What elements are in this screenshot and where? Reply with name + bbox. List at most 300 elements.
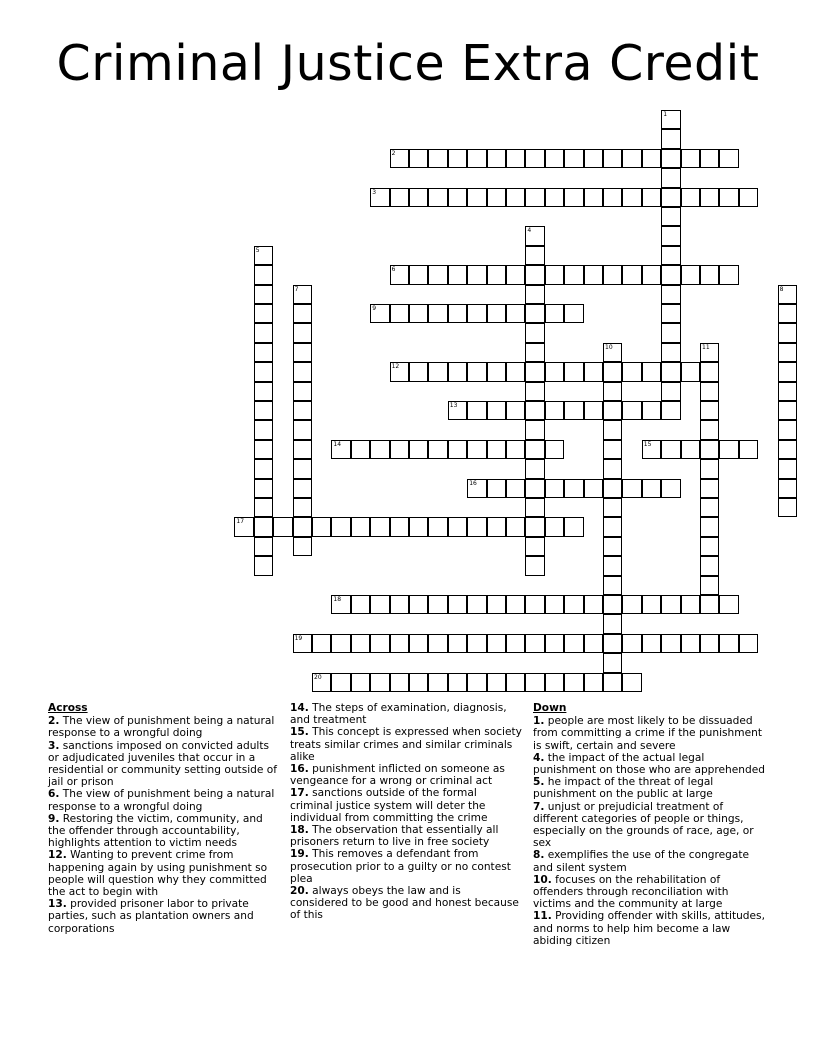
grid-cell[interactable] [448, 188, 467, 207]
grid-cell[interactable] [642, 362, 661, 381]
grid-cell[interactable] [661, 440, 680, 459]
grid-cell[interactable] [254, 246, 273, 265]
grid-cell[interactable] [719, 265, 738, 284]
grid-cell[interactable] [293, 401, 312, 420]
grid-cell[interactable] [584, 673, 603, 692]
grid-cell[interactable] [622, 673, 641, 692]
grid-cell[interactable] [661, 129, 680, 148]
grid-cell[interactable] [254, 382, 273, 401]
grid-cell[interactable] [719, 188, 738, 207]
grid-cell[interactable] [661, 226, 680, 245]
grid-cell[interactable] [293, 537, 312, 556]
grid-cell[interactable] [545, 517, 564, 536]
grid-cell[interactable] [584, 401, 603, 420]
grid-cell[interactable] [622, 362, 641, 381]
grid-cell[interactable] [778, 440, 797, 459]
grid-cell[interactable] [525, 537, 544, 556]
grid-cell[interactable] [254, 265, 273, 284]
grid-cell[interactable] [525, 246, 544, 265]
grid-cell[interactable] [409, 304, 428, 323]
grid-cell[interactable] [525, 556, 544, 575]
grid-cell[interactable] [467, 188, 486, 207]
grid-cell[interactable] [467, 304, 486, 323]
grid-cell[interactable] [409, 595, 428, 614]
grid-cell[interactable] [778, 479, 797, 498]
grid-cell[interactable] [622, 634, 641, 653]
grid-cell[interactable] [545, 440, 564, 459]
grid-cell[interactable] [525, 420, 544, 439]
grid-cell[interactable] [234, 517, 253, 536]
grid-cell[interactable] [778, 285, 797, 304]
grid-cell[interactable] [661, 207, 680, 226]
grid-cell[interactable] [584, 595, 603, 614]
grid-cell[interactable] [603, 401, 622, 420]
grid-cell[interactable] [603, 673, 622, 692]
grid-cell[interactable] [525, 673, 544, 692]
grid-cell[interactable] [622, 479, 641, 498]
grid-cell[interactable] [409, 362, 428, 381]
grid-cell[interactable] [351, 673, 370, 692]
grid-cell[interactable] [312, 517, 331, 536]
grid-cell[interactable] [525, 440, 544, 459]
grid-cell[interactable] [700, 517, 719, 536]
clue-number-label: 12. [48, 849, 67, 862]
grid-cell[interactable] [351, 634, 370, 653]
grid-cell[interactable] [448, 634, 467, 653]
grid-cell[interactable] [409, 440, 428, 459]
clue-number-label: 13. [48, 898, 67, 911]
grid-cell[interactable] [506, 265, 525, 284]
grid-cell[interactable] [584, 634, 603, 653]
grid-cell[interactable] [487, 188, 506, 207]
grid-cell[interactable] [370, 673, 389, 692]
grid-cell[interactable] [331, 673, 350, 692]
grid-cell[interactable] [642, 401, 661, 420]
grid-cell[interactable] [700, 459, 719, 478]
grid-cell[interactable] [564, 634, 583, 653]
grid-cell[interactable] [545, 479, 564, 498]
grid-cell[interactable] [564, 517, 583, 536]
grid-cell[interactable] [661, 479, 680, 498]
grid-cell[interactable] [700, 479, 719, 498]
grid-cell[interactable] [428, 673, 447, 692]
grid-cell[interactable] [370, 440, 389, 459]
grid-cell[interactable] [661, 246, 680, 265]
grid-cell[interactable] [487, 265, 506, 284]
grid-cell[interactable] [467, 479, 486, 498]
grid-cell[interactable] [293, 323, 312, 342]
grid-cell[interactable] [254, 420, 273, 439]
grid-cell[interactable] [778, 323, 797, 342]
grid-cell[interactable] [506, 188, 525, 207]
grid-cell[interactable] [467, 362, 486, 381]
grid-cell[interactable] [293, 634, 312, 653]
grid-cell[interactable] [603, 537, 622, 556]
grid-cell[interactable] [700, 498, 719, 517]
grid-cell[interactable] [700, 362, 719, 381]
grid-cell[interactable] [739, 634, 758, 653]
grid-cell[interactable] [564, 188, 583, 207]
grid-cell[interactable] [351, 595, 370, 614]
grid-cell[interactable] [564, 479, 583, 498]
down-clues-column [533, 702, 769, 947]
grid-cell[interactable] [661, 110, 680, 129]
grid-cell[interactable] [603, 576, 622, 595]
grid-cell[interactable] [487, 634, 506, 653]
grid-cell[interactable] [681, 149, 700, 168]
grid-cell[interactable] [448, 401, 467, 420]
grid-cell[interactable] [506, 304, 525, 323]
grid-cell[interactable] [700, 440, 719, 459]
grid-cell[interactable] [778, 362, 797, 381]
grid-cell[interactable] [467, 401, 486, 420]
grid-cell[interactable] [719, 149, 738, 168]
grid-cell[interactable] [390, 440, 409, 459]
grid-cell[interactable] [603, 459, 622, 478]
grid-cell[interactable] [390, 673, 409, 692]
grid-cell[interactable] [428, 304, 447, 323]
grid-cell[interactable] [293, 362, 312, 381]
grid-cell[interactable] [642, 479, 661, 498]
grid-cell[interactable] [525, 517, 544, 536]
clue-number: 9 [372, 305, 377, 312]
clue-item [533, 910, 769, 947]
grid-cell[interactable] [487, 362, 506, 381]
grid-cell[interactable] [642, 188, 661, 207]
grid-cell[interactable] [564, 595, 583, 614]
grid-cell[interactable] [545, 673, 564, 692]
grid-cell[interactable] [390, 149, 409, 168]
grid-cell[interactable] [254, 343, 273, 362]
grid-cell[interactable] [293, 420, 312, 439]
grid-cell[interactable] [545, 362, 564, 381]
grid-cell[interactable] [506, 673, 525, 692]
grid-cell[interactable] [254, 479, 273, 498]
grid-cell[interactable] [661, 304, 680, 323]
grid-cell[interactable] [390, 265, 409, 284]
grid-cell[interactable] [293, 498, 312, 517]
grid-cell[interactable] [545, 149, 564, 168]
grid-cell[interactable] [254, 304, 273, 323]
grid-cell[interactable] [525, 226, 544, 245]
grid-cell[interactable] [390, 634, 409, 653]
grid-cell[interactable] [545, 401, 564, 420]
grid-cell[interactable] [254, 440, 273, 459]
grid-cell[interactable] [409, 265, 428, 284]
grid-cell[interactable] [506, 149, 525, 168]
grid-cell[interactable] [661, 323, 680, 342]
grid-cell[interactable] [506, 362, 525, 381]
grid-cell[interactable] [409, 673, 428, 692]
grid-cell[interactable] [681, 634, 700, 653]
grid-cell[interactable] [700, 343, 719, 362]
grid-cell[interactable] [681, 595, 700, 614]
grid-cell[interactable] [584, 479, 603, 498]
grid-cell[interactable] [293, 479, 312, 498]
grid-cell[interactable] [525, 634, 544, 653]
grid-cell[interactable] [467, 265, 486, 284]
grid-cell[interactable] [681, 362, 700, 381]
grid-cell[interactable] [467, 634, 486, 653]
grid-cell[interactable] [428, 634, 447, 653]
grid-cell[interactable] [293, 304, 312, 323]
grid-cell[interactable] [564, 304, 583, 323]
grid-cell[interactable] [506, 479, 525, 498]
grid-cell[interactable] [661, 343, 680, 362]
grid-cell[interactable] [254, 285, 273, 304]
grid-cell[interactable] [661, 285, 680, 304]
grid-cell[interactable] [370, 634, 389, 653]
grid-cell[interactable] [428, 149, 447, 168]
grid-cell[interactable] [564, 673, 583, 692]
grid-cell[interactable] [700, 634, 719, 653]
grid-cell[interactable] [254, 459, 273, 478]
grid-cell[interactable] [293, 517, 312, 536]
grid-cell[interactable] [603, 614, 622, 633]
grid-cell[interactable] [312, 673, 331, 692]
grid-cell[interactable] [700, 420, 719, 439]
grid-cell[interactable] [254, 362, 273, 381]
grid-cell[interactable] [700, 537, 719, 556]
grid-cell[interactable] [564, 362, 583, 381]
grid-cell[interactable] [467, 595, 486, 614]
grid-cell[interactable] [467, 149, 486, 168]
grid-cell[interactable] [778, 343, 797, 362]
grid-cell[interactable] [448, 149, 467, 168]
grid-cell[interactable] [487, 673, 506, 692]
grid-cell[interactable] [525, 401, 544, 420]
grid-cell[interactable] [584, 188, 603, 207]
grid-cell[interactable] [661, 595, 680, 614]
grid-cell[interactable] [370, 188, 389, 207]
grid-cell[interactable] [603, 634, 622, 653]
grid-cell[interactable] [564, 149, 583, 168]
grid-cell[interactable] [719, 595, 738, 614]
grid-cell[interactable] [525, 323, 544, 342]
grid-cell[interactable] [603, 265, 622, 284]
grid-cell[interactable] [778, 401, 797, 420]
grid-cell[interactable] [506, 440, 525, 459]
grid-cell[interactable] [584, 362, 603, 381]
grid-cell[interactable] [254, 537, 273, 556]
grid-cell[interactable] [487, 440, 506, 459]
grid-cell[interactable] [487, 304, 506, 323]
grid-cell[interactable] [603, 517, 622, 536]
grid-cell[interactable] [506, 634, 525, 653]
grid-cell[interactable] [700, 576, 719, 595]
grid-cell[interactable] [681, 440, 700, 459]
grid-cell[interactable] [331, 440, 350, 459]
grid-cell[interactable] [409, 517, 428, 536]
grid-cell[interactable] [525, 498, 544, 517]
grid-cell[interactable] [603, 149, 622, 168]
grid-cell[interactable] [661, 382, 680, 401]
grid-cell[interactable] [642, 149, 661, 168]
grid-cell[interactable] [487, 149, 506, 168]
grid-cell[interactable] [331, 634, 350, 653]
grid-cell[interactable] [506, 517, 525, 536]
grid-cell[interactable] [525, 285, 544, 304]
grid-cell[interactable] [293, 459, 312, 478]
grid-cell[interactable] [700, 149, 719, 168]
grid-cell[interactable] [642, 265, 661, 284]
grid-cell[interactable] [661, 401, 680, 420]
grid-cell[interactable] [390, 595, 409, 614]
grid-cell[interactable] [622, 401, 641, 420]
grid-cell[interactable] [700, 188, 719, 207]
grid-cell[interactable] [506, 595, 525, 614]
grid-cell[interactable] [642, 440, 661, 459]
grid-cell[interactable] [681, 188, 700, 207]
grid-cell[interactable] [584, 265, 603, 284]
grid-cell[interactable] [700, 595, 719, 614]
grid-cell[interactable] [545, 188, 564, 207]
grid-cell[interactable] [254, 556, 273, 575]
grid-cell[interactable] [390, 362, 409, 381]
grid-cell[interactable] [448, 265, 467, 284]
grid-cell[interactable] [428, 362, 447, 381]
grid-cell[interactable] [778, 498, 797, 517]
grid-cell[interactable] [254, 323, 273, 342]
grid-cell[interactable] [467, 673, 486, 692]
grid-cell[interactable] [525, 188, 544, 207]
grid-cell[interactable] [661, 362, 680, 381]
grid-cell[interactable] [603, 188, 622, 207]
grid-cell[interactable] [622, 595, 641, 614]
grid-cell[interactable] [661, 634, 680, 653]
grid-cell[interactable] [487, 517, 506, 536]
grid-cell[interactable] [739, 188, 758, 207]
clue-number-label: 1. [533, 715, 545, 728]
grid-cell[interactable] [603, 420, 622, 439]
grid-cell[interactable] [254, 498, 273, 517]
grid-cell[interactable] [525, 343, 544, 362]
grid-cell[interactable] [487, 401, 506, 420]
grid-cell[interactable] [603, 595, 622, 614]
grid-cell[interactable] [428, 517, 447, 536]
grid-cell[interactable] [700, 401, 719, 420]
grid-cell[interactable] [778, 304, 797, 323]
grid-cell[interactable] [254, 517, 273, 536]
grid-cell[interactable] [390, 188, 409, 207]
grid-cell[interactable] [661, 168, 680, 187]
grid-cell[interactable] [661, 265, 680, 284]
grid-cell[interactable] [409, 634, 428, 653]
grid-cell[interactable] [778, 420, 797, 439]
grid-cell[interactable] [467, 440, 486, 459]
grid-cell[interactable] [428, 265, 447, 284]
grid-cell[interactable] [293, 343, 312, 362]
grid-cell[interactable] [545, 304, 564, 323]
grid-cell[interactable] [448, 673, 467, 692]
grid-cell[interactable] [293, 382, 312, 401]
grid-cell[interactable] [525, 459, 544, 478]
grid-cell[interactable] [778, 382, 797, 401]
grid-cell[interactable] [603, 556, 622, 575]
grid-cell[interactable] [700, 265, 719, 284]
grid-cell[interactable] [487, 479, 506, 498]
grid-cell[interactable] [603, 362, 622, 381]
grid-cell[interactable] [312, 634, 331, 653]
grid-cell[interactable] [564, 401, 583, 420]
grid-cell[interactable] [506, 401, 525, 420]
grid-cell[interactable] [603, 498, 622, 517]
grid-cell[interactable] [273, 517, 292, 536]
grid-cell[interactable] [661, 188, 680, 207]
grid-cell[interactable] [739, 440, 758, 459]
grid-cell[interactable] [487, 595, 506, 614]
grid-cell[interactable] [622, 149, 641, 168]
grid-cell[interactable] [409, 188, 428, 207]
grid-cell[interactable] [525, 479, 544, 498]
across-clues-column-1 [48, 702, 280, 935]
grid-cell[interactable] [564, 265, 583, 284]
clue-text: focuses on the rehabilitation of offenders through reconciliation with victims and the community at large [533, 873, 729, 911]
grid-cell[interactable] [370, 595, 389, 614]
grid-cell[interactable] [428, 440, 447, 459]
grid-cell[interactable] [642, 634, 661, 653]
grid-cell[interactable] [719, 440, 738, 459]
grid-cell[interactable] [390, 304, 409, 323]
grid-cell[interactable] [525, 362, 544, 381]
grid-cell[interactable] [778, 459, 797, 478]
grid-cell[interactable] [525, 595, 544, 614]
clue-item [533, 776, 769, 800]
grid-cell[interactable] [603, 653, 622, 672]
grid-cell[interactable] [293, 440, 312, 459]
grid-cell[interactable] [448, 440, 467, 459]
grid-cell[interactable] [642, 595, 661, 614]
grid-cell[interactable] [603, 440, 622, 459]
grid-cell[interactable] [681, 265, 700, 284]
grid-cell[interactable] [448, 362, 467, 381]
grid-cell[interactable] [525, 149, 544, 168]
grid-cell[interactable] [603, 479, 622, 498]
grid-cell[interactable] [661, 149, 680, 168]
grid-cell[interactable] [428, 188, 447, 207]
grid-cell[interactable] [370, 517, 389, 536]
grid-cell[interactable] [448, 595, 467, 614]
grid-cell[interactable] [254, 401, 273, 420]
grid-cell[interactable] [525, 304, 544, 323]
grid-cell[interactable] [545, 634, 564, 653]
grid-cell[interactable] [467, 517, 486, 536]
grid-cell[interactable] [700, 382, 719, 401]
grid-cell[interactable] [622, 188, 641, 207]
grid-cell[interactable] [448, 517, 467, 536]
grid-cell[interactable] [390, 517, 409, 536]
grid-cell[interactable] [428, 595, 447, 614]
grid-cell[interactable] [525, 265, 544, 284]
grid-cell[interactable] [700, 556, 719, 575]
grid-cell[interactable] [370, 304, 389, 323]
grid-cell[interactable] [293, 285, 312, 304]
grid-cell[interactable] [603, 343, 622, 362]
grid-cell[interactable] [351, 440, 370, 459]
grid-cell[interactable] [331, 595, 350, 614]
grid-cell[interactable] [545, 595, 564, 614]
grid-cell[interactable] [409, 149, 428, 168]
grid-cell[interactable] [584, 149, 603, 168]
grid-cell[interactable] [622, 265, 641, 284]
grid-cell[interactable] [603, 382, 622, 401]
grid-cell[interactable] [351, 517, 370, 536]
grid-cell[interactable] [719, 634, 738, 653]
grid-cell[interactable] [448, 304, 467, 323]
grid-cell[interactable] [545, 265, 564, 284]
grid-cell[interactable] [525, 382, 544, 401]
grid-cell[interactable] [331, 517, 350, 536]
